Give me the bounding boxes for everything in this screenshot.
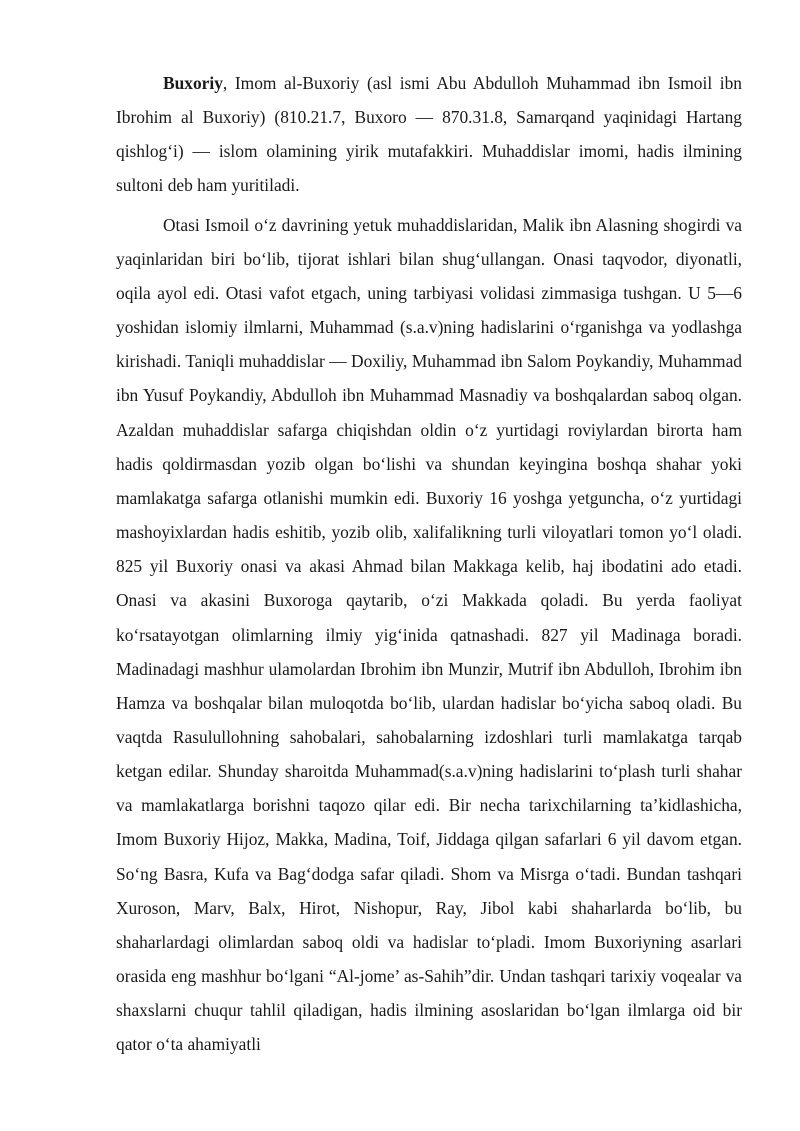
paragraph-intro xyxy=(116,66,742,203)
article-body xyxy=(116,66,742,1062)
paragraph-biography xyxy=(116,208,742,1062)
paragraph-intro-text: , Imom al-Buxoriy (asl ismi Abu Abdulloh Muhammad ibn Ismoil ibn Ibrohim al Buxoriy) (810.21.7, Buxoro — 870.31.8, Samarqand yaqinidagi Hartang qishlog‘i) — islom olamining yirik mutafakkiri. Muhaddislar imomi, hadis ilmining sultoni deb ham yuritiladi. xyxy=(116,73,742,196)
paragraph-biography-text: Otasi Ismoil o‘z davrining yetuk muhaddislaridan, Malik ibn Alasning shogirdi va yaqinlaridan biri bo‘lib, tijorat ishlari bilan shug‘ullangan. Onasi taqvodor, diyonatli, oqila ayol edi. Otasi vafot etgach, uning tarbiyasi volidasi zimmasiga tushgan. U 5—6 yoshidan islomiy ilmlarni, Muhammad (s.a.v)ning hadislarini o‘rganishga va yodlashga kirishadi. Taniqli muhaddislar — Doxiliy, Muhammad ibn Salom Poykandiy, Muhammad ibn Yusuf Poykandiy, Abdulloh ibn Muhammad Masnadiy va boshqalardan saboq olgan. Azaldan muhaddislar safarga chiqishdan oldin o‘z yurtidagi roviylardan birorta ham hadis qoldirmasdan yozib olgan bo‘lishi va shundan keyingina boshqa shahar yoki mamlakatga safarga otlanishi mumkin edi. Buxoriy 16 yoshga yetguncha, o‘z yurtidagi mashoyixlardan hadis eshitib, yozib olib, xalifalikning turli viloyatlari tomon yo‘l oladi. 825 yil Buxoriy onasi va akasi Ahmad bilan Makkaga kelib, haj ibodatini ado etadi. Onasi va akasini Buxoroga qaytarib, o‘zi Makkada qoladi. Bu yerda faoliyat ko‘rsatayotgan olimlarning ilmiy yig‘inida qatnashadi. 827 yil Madinaga boradi. Madinadagi mashhur ulamolardan Ibrohim ibn Munzir, Mutrif ibn Abdulloh, Ibrohim ibn Hamza va boshqalar bilan muloqotda bo‘lib, ulardan hadislar bo‘yicha saboq oladi. Bu vaqtda Rasulullohning sahobalari, sahobalarning izdoshlari turli mamlakatga tarqab ketgan edilar. Shunday sharoitda Muhammad(s.a.v)ning hadislarini to‘plash turli shahar va mamlakatlarga borishni taqozo qilar edi. Bir necha tarixchilarning ta’kidlashicha, Imom Buxoriy Hijoz, Makka, Madina, Toif, Jiddaga qilgan safarlari 6 yil davom etgan. So‘ng Basra, Kufa va Bag‘dodga safar qiladi. Shom va Misrga o‘tadi. Bundan tashqari Xuroson, Marv, Balx, Hirot, Nishopur, Ray, Jibol kabi shaharlarda bo‘lib, bu shaharlardagi olimlardan saboq oldi va hadislar to‘pladi. Imom Buxoriyning asarlari orasida eng mashhur bo‘lgani “Al-jome’ as-Sahih”dir. Undan tashqari tarixiy voqealar va shaxslarni chuqur tahlil qiladigan, hadis ilmining asoslaridan bo‘lgan ilmlarga oid bir qator o‘ta ahamiyatli xyxy=(116,214,742,1055)
article-term: Buxoriy xyxy=(163,73,223,93)
